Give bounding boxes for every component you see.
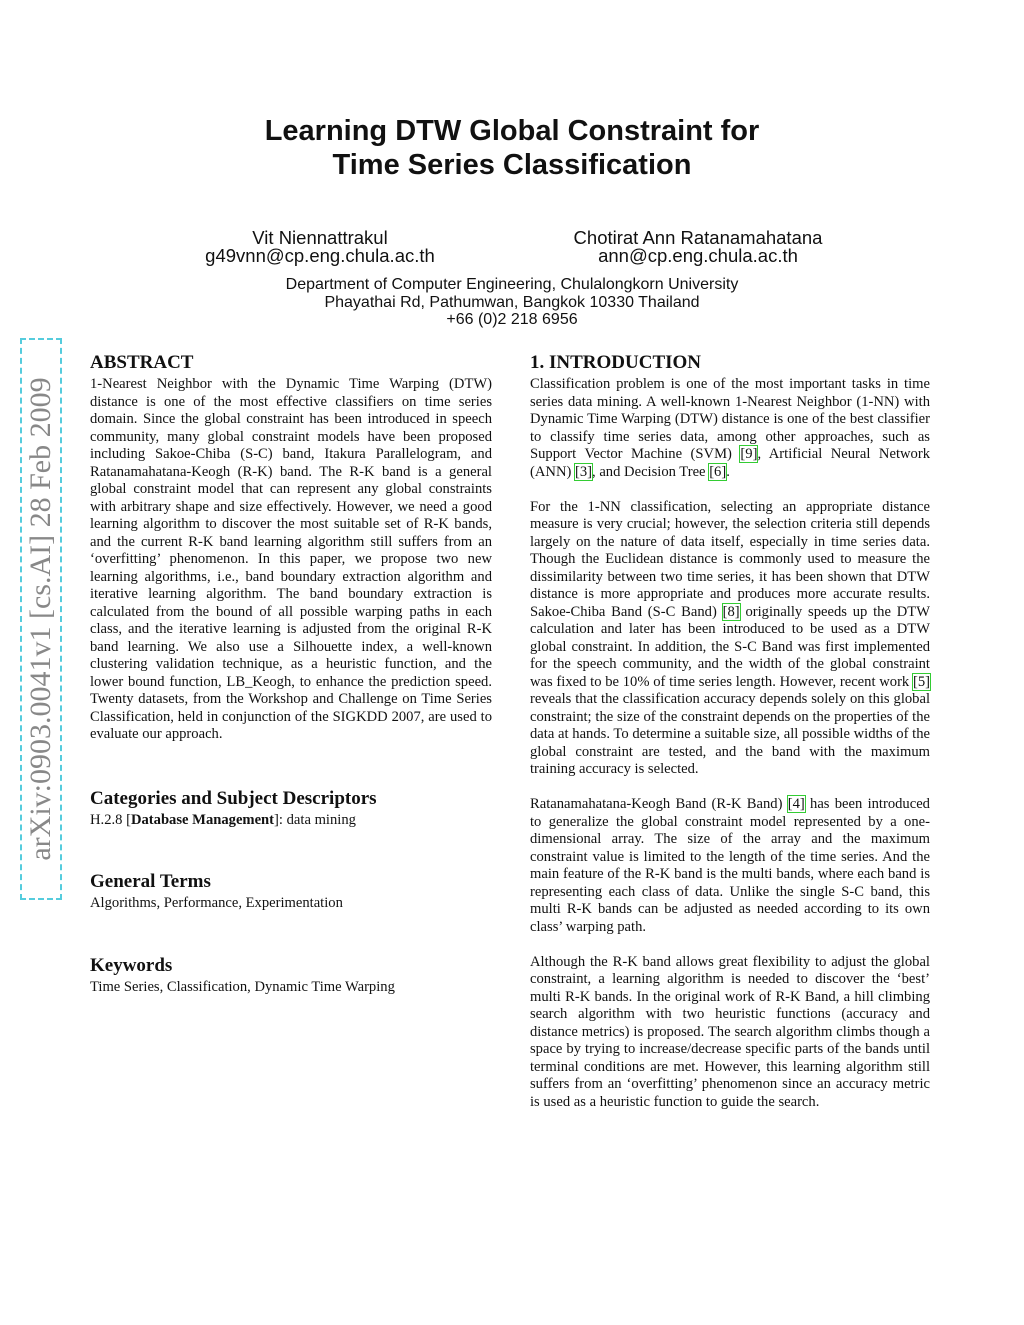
intro-text: Although the R-K band allows great flexibility to adjust the global constraint, a learning algorithm is needed to discover the ‘best’ multi R-K bands. In the original work of R-K Band, a hill climbing search algorithm with two heuristic functions (accuracy and distance metrics) is proposed. The search algorithm climbs though a space by trying to increase/decrease specific parts of the bands until terminal conditions are met. However, this learning algorithm still suffers from an ‘overfitting’ phenomenon since an accuracy metric is used as a heuristic function to guide the search. <box>530 953 930 1110</box>
affiliation-line: Department of Computer Engineering, Chulalongkorn University <box>285 276 739 293</box>
title-line: Learning DTW Global Constraint for <box>264 115 760 147</box>
title-line: Time Series Classification <box>332 149 692 181</box>
keywords-heading: Keywords <box>90 954 173 976</box>
category-rest: ]: data mining <box>274 811 356 828</box>
affiliation <box>0 276 1024 329</box>
intro-text: Classification problem is one of the most important tasks in time series data mining. A well-known 1-Nearest Neighbor (1-NN) with Dynamic Time Warping (DTW) distance is one of the best classifier to classify time series data, among other approaches, such as Support Vector Machine (SVM) <box>530 376 930 462</box>
citation-link[interactable]: [5] <box>912 673 930 690</box>
intro-text: Ratanamahatana-Keogh Band (R-K Band) <box>530 796 788 812</box>
keywords-text: Time Series, Classification, Dynamic Time Warping <box>90 978 395 995</box>
abstract-text: 1-Nearest Neighbor with the Dynamic Time Warping (DTW) distance is one of the most effective classifiers on time series domain. Since the global constraint has been introduced in speech community, many global constraint models have been proposed including Sakoe-Chiba (S-C) band, Itakura Parallelogram, and Ratanamahatana-Keogh (R-K) band. The R-K band is a general global constraint model that can represent any global constraints with arbitrary shape and size effectively. However, we need a good learning algorithm to discover the most suitable set of R-K bands, and the current R-K band learning algorithm still suffers from an ‘overfitting’ phenomenon. In this paper, we propose two new learning algorithms, i.e., band boundary extraction algorithm and iterative learning algorithm. The band boundary extraction is calculated from the bound of all possible warping paths in each class, and the iterative learning is adjusted from the original R-K band learning. We also use a Silhouette index, a well-known clustering validation technique, as a heuristic function, and the lower bound function, LB_Keogh, to enhance the prediction speed. Twenty datasets, from the Workshop and Challenge on Time Series Classification, held in conjunction of the SIGKDD 2007, are used to evaluate our approach. <box>90 376 492 742</box>
categories-text <box>90 812 492 830</box>
left-column <box>90 352 492 996</box>
intro-text: originally speeds up the DTW calculation and later has been introduced to be used as a DTW global constraint. In addition, the S-C Band was first implemented for the speech community, and the width of the global constraint was fixed to be 10% of time series length. However, recent work <box>530 603 930 690</box>
category-name: Database Management <box>130 811 275 828</box>
general-terms-heading: General Terms <box>90 871 211 892</box>
introduction-heading: 1. INTRODUCTION <box>530 352 702 373</box>
citation-link[interactable]: [3] <box>575 463 593 480</box>
author-email: g49vnn@cp.eng.chula.ac.th <box>205 245 435 266</box>
intro-paragraph <box>530 796 930 936</box>
intro-text: reveals that the classification accuracy depends solely on this global constraint; the size of the constraint depends on the properties of the data at hands. To determine a suitable size, all possible widths of the global constraint are tested, and the band with the maximum training accuracy is selected. <box>530 691 930 777</box>
intro-text: , and Decision Tree <box>592 463 710 480</box>
author-name: Chotirat Ann Ratanamahatana <box>573 227 823 248</box>
intro-paragraph <box>530 954 930 1112</box>
intro-text: , Artificial Neural Network (ANN) <box>530 446 930 480</box>
citation-link[interactable]: [9] <box>740 446 758 462</box>
intro-text: . <box>726 463 730 480</box>
arxiv-identifier: arXiv:0903.0041v1 [cs.AI] 28 Feb 2009 <box>24 377 57 861</box>
right-column <box>530 352 930 1111</box>
citation-link[interactable]: [6] <box>709 463 727 480</box>
categories-heading: Categories and Subject Descriptors <box>90 787 377 809</box>
citation-link[interactable]: [4] <box>787 796 805 812</box>
intro-paragraph <box>530 376 930 481</box>
paper-title <box>0 114 1024 182</box>
arxiv-stamp <box>20 338 62 900</box>
abstract-heading: ABSTRACT <box>90 352 194 373</box>
intro-text: has been introduced to generalize the global constraint model represented by a one-dimensional array. The size of the array and the maximum constraint value is limited to the length of the time series. And the main feature of the R-K band is the multi bands, where each band is representing each class of data. Unlike the single S-C band, this multi R-K bands can be adjusted as needed according to its own class’ warping path. <box>530 796 930 935</box>
affiliation-line: Phayathai Rd, Pathumwan, Bangkok 10330 Thailand <box>324 293 700 311</box>
intro-paragraph <box>530 499 930 779</box>
author-email: ann@cp.eng.chula.ac.th <box>598 245 798 266</box>
introduction-body <box>530 376 930 1111</box>
intro-text: For the 1-NN classification, selecting an appropriate distance measure is very crucial; however, the selection criteria still depends largely on the nature of data itself, especially in time series data. Though the Euclidean distance is commonly used to measure the dissimilarity between two time series, it has been shown that DTW distance is more appropriate and produces more accurate results. Sakoe-Chiba Band (S-C Band) <box>530 498 930 620</box>
author-1 <box>170 229 470 265</box>
category-code: H.2.8 [ <box>90 811 131 828</box>
author-name: Vit Niennattrakul <box>252 227 388 248</box>
citation-link[interactable]: [8] <box>722 603 740 620</box>
author-2 <box>548 229 848 265</box>
affiliation-line: +66 (0)2 218 6956 <box>446 311 578 328</box>
general-terms-text: Algorithms, Performance, Experimentation <box>90 895 343 911</box>
